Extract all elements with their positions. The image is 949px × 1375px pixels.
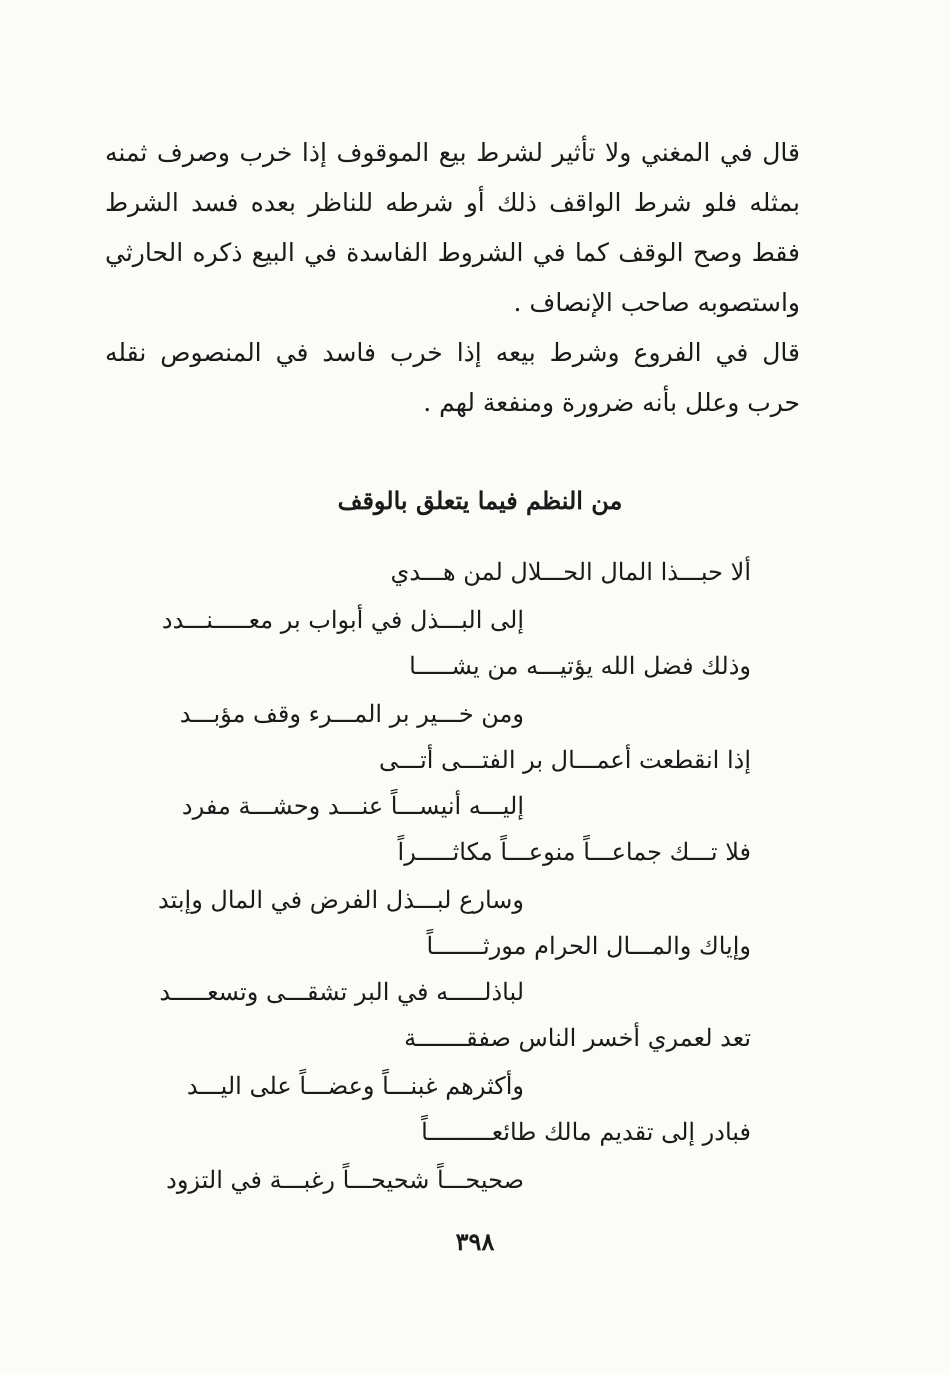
section-title: من النظم فيما يتعلق بالوقف <box>337 486 623 515</box>
verse-line-14: صحيحـــاً شحيحـــاً رغبـــة في التزود <box>166 1166 524 1194</box>
verse-line-5: إذا انقطعت أعمـــال بر الفتـــى أتـــى <box>378 746 751 774</box>
verse-line-10: لباذلـــــه في البر تشقـــى وتسعـــــد <box>159 978 524 1006</box>
paragraph-1: قال في المغني ولا تأثير لشرط بيع الموقوف إذا خرب وصرف ثمنه بمثله فلو شرط الواقف ذلك أو شرطه للناظر بعده فسد الشرط فقط وصح الوقف كما في الشروط الفاسدة في البيع ذكره الحارثي واستصوبه صاحب الإنصاف . <box>105 138 800 317</box>
verse-line-11: تعد لعمري أخسر الناس صفقـــــــة <box>404 1024 751 1052</box>
paragraph-2: قال في الفروع وشرط بيعه إذا خرب فاسد في المنصوص نقله حرب وعلل بأنه ضرورة ومنفعة لهم . <box>105 338 800 417</box>
verse-line-9: وإياك والمـــال الحرام مورثـــــــاً <box>426 932 751 960</box>
page-number: ٣٩٨ <box>455 1227 495 1256</box>
verse-line-3: وذلك فضل الله يؤتيـــه من يشـــــا <box>409 652 751 680</box>
verse-line-6: إليـــه أنيســـاً عنـــد وحشـــة مفرد <box>181 792 524 820</box>
verse-line-7: فلا تـــك جماعـــاً منوعـــاً مكاثـــــراً <box>397 838 751 866</box>
verse-line-2: إلى البـــذل في أبواب بر معـــــنـــدد <box>161 606 524 634</box>
verse-line-1: ألا حبـــذا المال الحـــلال لمن هـــدي <box>390 558 751 586</box>
verse-line-13: فبادر إلى تقديم مالك طائعـــــــــاً <box>421 1118 751 1146</box>
verse-line-8: وسارع لبـــذل الفرض في المال وإبتد <box>158 886 524 914</box>
verse-line-12: وأكثرهم غبنـــاً وعضـــاً على اليـــد <box>186 1072 524 1100</box>
verse-line-4: ومن خـــير بر المـــرء وقف مؤبـــد <box>179 700 524 728</box>
